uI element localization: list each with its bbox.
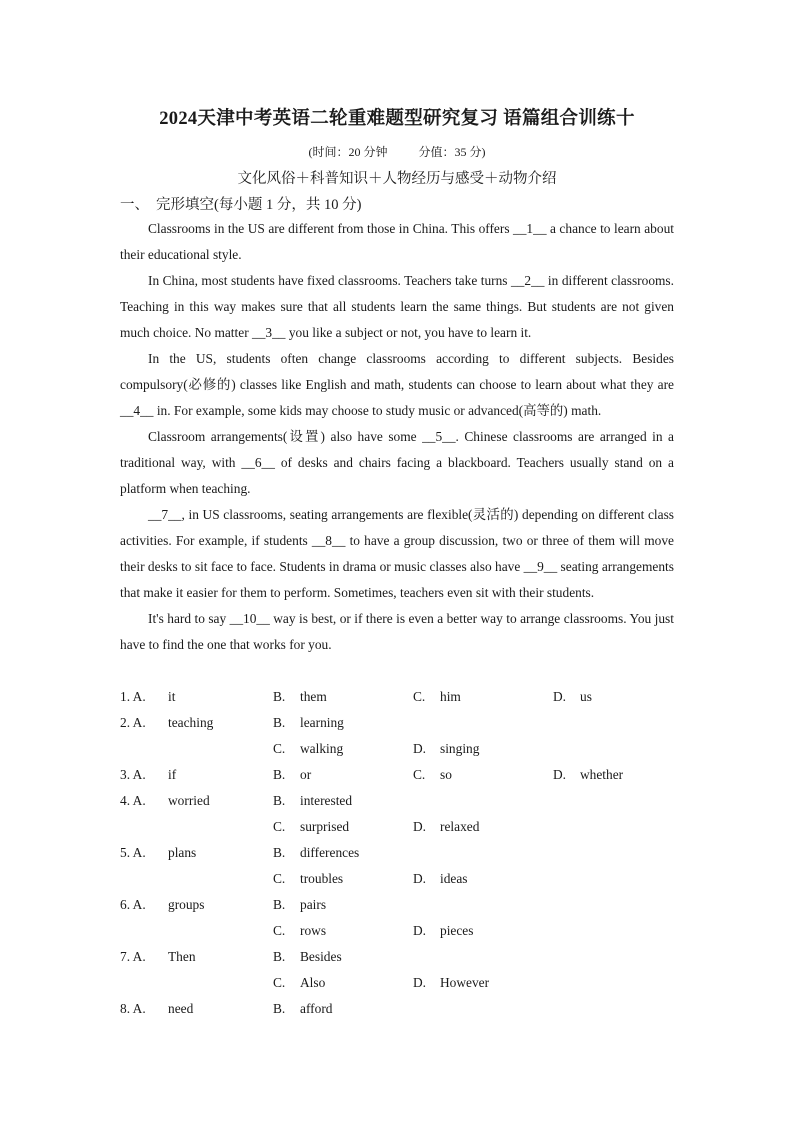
option-a: worried bbox=[168, 793, 210, 808]
question-number: 4. A. bbox=[120, 793, 146, 808]
question-7-options-cont bbox=[120, 970, 680, 996]
question-number: 1. A. bbox=[120, 689, 146, 704]
option-c: surprised bbox=[300, 819, 350, 834]
option-b: afford bbox=[300, 1001, 333, 1016]
option-d: us bbox=[580, 689, 592, 704]
option-a: if bbox=[168, 767, 177, 782]
option-b: them bbox=[300, 689, 327, 704]
option-c: Also bbox=[300, 975, 326, 990]
option-c-label: C. bbox=[413, 689, 426, 704]
passage-paragraph: In China, most students have fixed classrooms. Teachers take turns __2__ in different classrooms. Teaching in this way makes sure that all students learn the same things. But students are not given much choice. No matter __3__ you like a subject or not, you have to learn it. bbox=[120, 273, 674, 340]
option-d: ideas bbox=[440, 871, 468, 886]
exam-score: 分值：35 分) bbox=[418, 145, 486, 159]
option-b: or bbox=[300, 767, 312, 782]
question-number: 5. A. bbox=[120, 845, 146, 860]
option-b: pairs bbox=[300, 897, 327, 912]
option-d-label: D. bbox=[413, 741, 427, 756]
option-a: it bbox=[168, 689, 176, 704]
option-c-label: C. bbox=[273, 923, 286, 938]
exam-meta bbox=[0, 143, 794, 160]
option-c: troubles bbox=[300, 871, 344, 886]
option-b-label: B. bbox=[273, 1001, 286, 1016]
passage-paragraph: Classrooms in the US are different from those in China. This offers __1__ a chance to learn about their educational style. bbox=[120, 221, 674, 262]
question-1-options bbox=[120, 684, 680, 710]
passage-paragraph: Classroom arrangements(设置) also have some __5__. Chinese classrooms are arranged in a traditional way, with __6__ of desks and chairs facing a blackboard. Teachers usually stand on a platform when teaching. bbox=[120, 429, 674, 496]
option-d-label: D. bbox=[553, 767, 567, 782]
option-d: singing bbox=[440, 741, 480, 756]
option-b-label: B. bbox=[273, 949, 286, 964]
question-number: 3. A. bbox=[120, 767, 146, 782]
option-a: plans bbox=[168, 845, 197, 860]
option-d-label: D. bbox=[413, 923, 427, 938]
option-b-label: B. bbox=[273, 793, 286, 808]
option-b: differences bbox=[300, 845, 360, 860]
option-d-label: D. bbox=[413, 819, 427, 834]
option-d: pieces bbox=[440, 923, 474, 938]
option-b: Besides bbox=[300, 949, 342, 964]
option-c: him bbox=[440, 689, 461, 704]
question-2-options-cont bbox=[120, 736, 680, 762]
question-4-options-cont bbox=[120, 814, 680, 840]
option-d-label: D. bbox=[413, 871, 427, 886]
question-6-options bbox=[120, 892, 680, 918]
cloze-passage bbox=[120, 216, 674, 658]
question-7-options bbox=[120, 944, 680, 970]
option-c: rows bbox=[300, 923, 327, 938]
option-a: need bbox=[168, 1001, 194, 1016]
option-c-label: C. bbox=[273, 741, 286, 756]
option-b-label: B. bbox=[273, 767, 286, 782]
option-a: groups bbox=[168, 897, 205, 912]
option-b-label: B. bbox=[273, 715, 286, 730]
question-2-options bbox=[120, 710, 680, 736]
exam-time: (时间：20 分钟 bbox=[308, 145, 388, 159]
question-number: 8. A. bbox=[120, 1001, 146, 1016]
passage-paragraph: It's hard to say __10__ way is best, or if there is even a better way to arrange classrooms. You just have to find the one that works for you. bbox=[120, 611, 674, 652]
question-4-options bbox=[120, 788, 680, 814]
option-c-label: C. bbox=[273, 975, 286, 990]
option-b-label: B. bbox=[273, 897, 286, 912]
option-b: learning bbox=[300, 715, 344, 730]
topic-line: 文化风俗＋科普知识＋人物经历与感受＋动物介绍 bbox=[237, 171, 557, 187]
option-c: so bbox=[440, 767, 452, 782]
question-8-options bbox=[120, 996, 680, 1022]
option-b: interested bbox=[300, 793, 353, 808]
option-c-label: C. bbox=[413, 767, 426, 782]
section-number: 一、 bbox=[120, 197, 149, 213]
option-d: However bbox=[440, 975, 490, 990]
page-title: 2024天津中考英语二轮重难题型研究复习 语篇组合训练十 bbox=[159, 109, 635, 129]
option-b-label: B. bbox=[273, 845, 286, 860]
question-5-options bbox=[120, 840, 680, 866]
option-c-label: C. bbox=[273, 871, 286, 886]
passage-paragraph: __7__, in US classrooms, seating arrangements are flexible(灵活的) depending on different class activities. For example, if students __8__ to have a group discussion, two or three of them will move their desks to sit face to face. Students in drama or music classes also have __9__ seating arrangements that make it easier for them to perform. Sometimes, teachers even sit with their students. bbox=[120, 507, 674, 600]
question-5-options-cont bbox=[120, 866, 680, 892]
option-d-label: D. bbox=[553, 689, 567, 704]
question-number: 6. A. bbox=[120, 897, 146, 912]
option-d: relaxed bbox=[440, 819, 480, 834]
passage-paragraph: In the US, students often change classrooms according to different subjects. Besides compulsory(必修的) classes like English and math, students can choose to learn about what they are __4__ in. For example, some kids may choose to study music or advanced(高等的) math. bbox=[120, 351, 674, 418]
question-number: 2. A. bbox=[120, 715, 146, 730]
question-3-options bbox=[120, 762, 680, 788]
option-a: Then bbox=[168, 949, 196, 964]
option-d-label: D. bbox=[413, 975, 427, 990]
option-d: whether bbox=[580, 767, 624, 782]
question-6-options-cont bbox=[120, 918, 680, 944]
option-b-label: B. bbox=[273, 689, 286, 704]
section-title: 完形填空(每小题 1 分，共 10 分) bbox=[156, 197, 362, 213]
option-c-label: C. bbox=[273, 819, 286, 834]
option-a: teaching bbox=[168, 715, 214, 730]
section-heading bbox=[120, 193, 361, 214]
option-c: walking bbox=[300, 741, 344, 756]
question-number: 7. A. bbox=[120, 949, 146, 964]
